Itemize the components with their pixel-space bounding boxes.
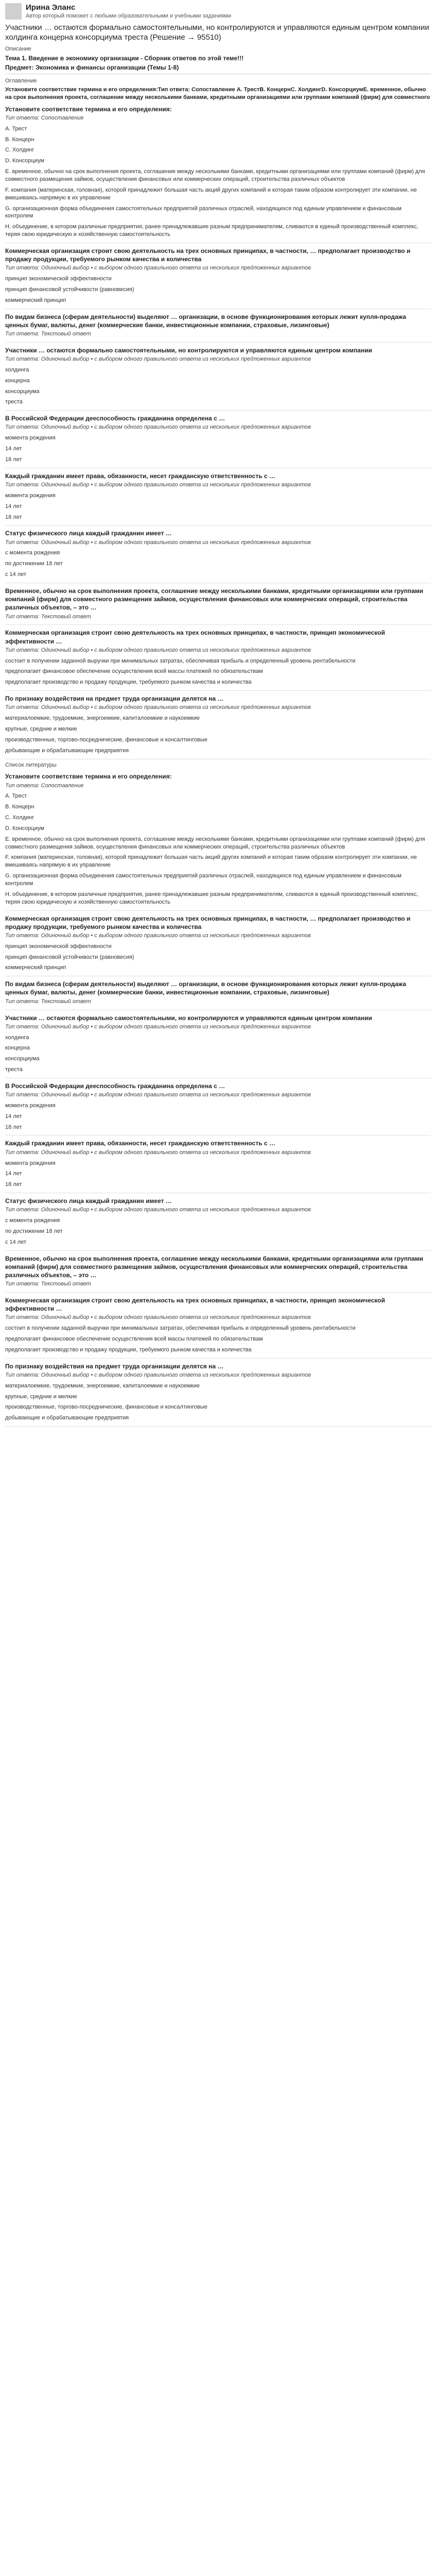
collection-title: Тема 1. Введение в экономику организации - Сборник ответов по этой теме!!! xyxy=(5,54,244,62)
answer-option: 18 лет xyxy=(5,1181,22,1188)
question-text: Статус физического лица каждый гражданин имеет … xyxy=(5,1197,172,1205)
answer-option: 18 лет xyxy=(5,514,22,520)
question-block xyxy=(5,1295,431,1359)
answer-option: крупные, средние и мелкие xyxy=(5,726,77,732)
answer-option: коммерческий принцип xyxy=(5,297,66,303)
question-block xyxy=(5,1138,431,1193)
answer-type: Тип ответа: Текстовый ответ xyxy=(5,998,91,1005)
question-block xyxy=(5,1253,431,1293)
toc-item[interactable]: Установите соответствие термина и его определения:Тип ответа: Сопоставление А. ТрестВ. КонцернС. ХолдингD. КонсорциумE. временное, обычно на срок выполнения проекта, соглашение между несколькими банками, кредитными организациями или группами компаний (фирм) для совместного xyxy=(5,87,430,100)
question-text: Временное, обычно на срок выполнения проекта, соглашение между несколькими банками, кредитными организациями или группами компаний (фирм) для совместного размещения займов, осуществления финансовых или коммерческих операций, строительства различных объектов, – это … xyxy=(5,587,424,612)
answer-option: C. Холдинг xyxy=(5,147,34,154)
answer-type: Тип ответа: Одиночный выбор • с выбором одного правильного ответа из нескольких предложенных вариантов xyxy=(5,647,311,653)
question-block xyxy=(5,1080,431,1136)
question-text: Коммерческая организация строит свою деятельность на трех основных принципах, в частности, принцип экономической эффективности … xyxy=(5,629,385,645)
author-name[interactable]: Ирина Эланс xyxy=(26,3,76,12)
answer-option: холдинга xyxy=(5,1034,29,1041)
answer-option: предполагает производство и продажу продукции, требуемого рынком качества и количества xyxy=(5,679,252,686)
answer-option: по достижении 18 лет xyxy=(5,561,63,567)
question-block xyxy=(5,1195,431,1251)
answer-option: холдинга xyxy=(5,366,29,373)
subject-line: Предмет: Экономика и финансы организации (Темы 1-8) xyxy=(5,64,179,72)
question-text: В Российской Федерации дееспособность гражданина определена с … xyxy=(5,1082,225,1090)
question-block xyxy=(5,1012,431,1078)
answer-option: предполагает финансовое обеспечение осуществления всей массы платежей по обязательствам xyxy=(5,1336,263,1343)
question-text: Коммерческая организация строит свою деятельность на трех основных принципах, в частности, … предполагает производство и продажу продукции, требуемого рынком качества и количества xyxy=(5,247,411,263)
answer-option: предполагает производство и продажу продукции, требуемого рынком качества и количества xyxy=(5,1346,252,1353)
answer-option: момента рождения xyxy=(5,492,56,499)
question-text: Коммерческая организация строит свою деятельность на трех основных принципах, в частности, … предполагает производство и продажу продукции, требуемого рынком качества и количества xyxy=(5,914,411,930)
answer-type: Тип ответа: Текстовый ответ xyxy=(5,1281,91,1287)
question-text: Статус физического лица каждый гражданин имеет … xyxy=(5,530,172,537)
author-header xyxy=(5,3,431,20)
answer-option: C. Холдинг xyxy=(5,815,34,821)
answer-option: консорциума xyxy=(5,388,40,395)
answer-option: G. организационная форма объединения самостоятельных предприятий различных отраслей, находящихся под единым управлением и финансовым контролем xyxy=(5,873,402,887)
answer-type: Тип ответа: Сопоставление xyxy=(5,114,84,121)
avatar[interactable] xyxy=(5,3,22,20)
answer-option: принцип финансовой устойчивости (равновесия) xyxy=(5,286,134,293)
answer-option: предполагает финансовое обеспечение осуществления всей массы платежей по обязательствам xyxy=(5,668,263,675)
answer-option: концерна xyxy=(5,1045,30,1052)
answer-option: по достижении 18 лет xyxy=(5,1228,63,1234)
answer-option: добывающие и обрабатывающие предприятия xyxy=(5,747,129,754)
answer-option: 14 лет xyxy=(5,446,22,452)
question-block xyxy=(5,245,431,309)
question-block xyxy=(5,585,431,625)
answer-option: консорциума xyxy=(5,1056,40,1062)
author-description: Автор который поможет с любыми образовательными и учебными заданиями xyxy=(26,13,232,19)
answer-option: с 14 лет xyxy=(5,1239,27,1245)
question-block xyxy=(5,913,431,977)
question-text: В Российской Федерации дееспособность гражданина определена с … xyxy=(5,415,225,422)
question-block xyxy=(5,978,431,1010)
question-text: Участники … остаются формально самостоятельными, но контролируются и управляются единым центром компании xyxy=(5,1014,372,1022)
answer-option: F. компания (материнская, головная), которой принадлежит большая часть акций других компаний и которая таким образом контролирует эти компании, не вмешиваясь напрямую в их управление xyxy=(5,854,417,869)
answer-option: треста xyxy=(5,1066,23,1073)
question-text: По видам бизнеса (сферам деятельности) выделяют … организации, в основе функционирования которых лежит купля-продажа ценных бумаг, валюты, денег (коммерческие банки, инвестиционные компании, страховые, лизинговые) xyxy=(5,980,406,996)
answer-option: материалоемкие, трудоемкие, энергоемкие, капиталоемкие и наукоемкие xyxy=(5,1382,200,1389)
question-block xyxy=(5,345,431,411)
question-text: Коммерческая организация строит свою деятельность на трех основных принципах, в частности, принцип экономической эффективности … xyxy=(5,1297,385,1313)
answer-option: добывающие и обрабатывающие предприятия xyxy=(5,1415,129,1421)
answer-option: принцип экономической эффективности xyxy=(5,943,112,950)
question-block xyxy=(5,693,431,759)
answer-option: с момента рождения xyxy=(5,550,60,556)
author-info xyxy=(26,3,231,20)
answer-option: G. организационная форма объединения самостоятельных предприятий различных отраслей, находящихся под единым управлением и финансовым контролем xyxy=(5,205,402,219)
answer-option: материалоемкие, трудоемкие, энергоемкие, капиталоемкие и наукоемкие xyxy=(5,715,200,722)
answer-option: A. Трест xyxy=(5,793,27,800)
question-list xyxy=(5,104,431,1427)
answer-option: треста xyxy=(5,399,23,405)
answer-option: A. Трест xyxy=(5,125,27,132)
answer-option: концерна xyxy=(5,377,30,384)
answer-option: производственные, торгово-посреднические, финансовые и консалтинговые xyxy=(5,1404,207,1411)
answer-type: Тип ответа: Одиночный выбор • с выбором одного правильного ответа из нескольких предложенных вариантов xyxy=(5,1149,311,1156)
answer-option: принцип экономической эффективности xyxy=(5,276,112,282)
answer-option: H. объединение, в котором различные предприятия, ранее принадлежавшие разным предпринимателям, сливаются в единый производственный комплекс, теряя свою юридическую и хозяйственную самостоятельность xyxy=(5,891,418,905)
answer-type: Тип ответа: Одиночный выбор • с выбором одного правильного ответа из нескольких предложенных вариантов xyxy=(5,1207,311,1213)
answer-option: принцип финансовой устойчивости (равновесия) xyxy=(5,954,134,960)
answer-type: Тип ответа: Одиночный выбор • с выбором одного правильного ответа из нескольких предложенных вариантов xyxy=(5,539,311,546)
table-of-contents xyxy=(5,86,431,101)
answer-option: B. Концерн xyxy=(5,804,34,810)
question-text: Участники … остаются формально самостоятельными, но контролируются и управляются единым центром компании xyxy=(5,346,372,354)
question-block xyxy=(5,311,431,343)
answer-type: Тип ответа: Одиночный выбор • с выбором одного правильного ответа из нескольких предложенных вариантов xyxy=(5,1023,311,1030)
answer-type: Тип ответа: Текстовый ответ xyxy=(5,613,91,620)
description-label: Описание xyxy=(5,46,31,52)
answer-option: 14 лет xyxy=(5,1171,22,1177)
answer-option: состоит в получении заданной выручки при минимальных затратах, обеспечивая прибыль и определенный уровень рентабельности xyxy=(5,657,356,664)
list-block xyxy=(5,761,431,769)
question-text: Каждый гражданин имеет права, обязанности, несет гражданскую ответственность с … xyxy=(5,472,275,480)
answer-option: F. компания (материнская, головная), которой принадлежит большая часть акций других компаний и которая таким образом контролирует эти компании, не вмешиваясь напрямую в их управление xyxy=(5,187,417,201)
answer-option: D. Консорциум xyxy=(5,825,44,832)
answer-option: 14 лет xyxy=(5,503,22,510)
answer-option: крупные, средние и мелкие xyxy=(5,1393,77,1400)
question-text: По видам бизнеса (сферам деятельности) выделяют … организации, в основе функционирования которых лежит купля-продажа ценных бумаг, валюты, денег (коммерческие банки, инвестиционные компании, страховые, лизинговые) xyxy=(5,313,406,329)
answer-type: Тип ответа: Текстовый ответ xyxy=(5,331,91,337)
question-block xyxy=(5,771,431,910)
answer-type: Тип ответа: Одиночный выбор • с выбором одного правильного ответа из нескольких предложенных вариантов xyxy=(5,265,311,272)
answer-type: Тип ответа: Одиночный выбор • с выбором одного правильного ответа из нескольких предложенных вариантов xyxy=(5,356,311,363)
answer-option: D. Консорциум xyxy=(5,158,44,164)
answer-option: 18 лет xyxy=(5,456,22,463)
answer-option: момента рождения xyxy=(5,1102,56,1109)
answer-type: Тип ответа: Одиночный выбор • с выбором одного правильного ответа из нескольких предложенных вариантов xyxy=(5,1314,311,1321)
question-text: По признаку воздействия на предмет труда организации делятся на … xyxy=(5,1362,224,1370)
question-block xyxy=(5,470,431,526)
answer-type: Тип ответа: Одиночный выбор • с выбором одного правильного ответа из нескольких предложенных вариантов xyxy=(5,932,311,939)
question-block xyxy=(5,104,431,243)
answer-type: Тип ответа: Одиночный выбор • с выбором одного правильного ответа из нескольких предложенных вариантов xyxy=(5,1092,311,1098)
question-text: Временное, обычно на срок выполнения проекта, соглашение между несколькими банками, кредитными организациями или группами компаний (фирм) для совместного размещения займов, осуществления финансовых или коммерческих операций, строительства различных объектов, – это … xyxy=(5,1255,424,1279)
question-text: По признаку воздействия на предмет труда организации делятся на … xyxy=(5,695,224,703)
answer-type: Тип ответа: Одиночный выбор • с выбором одного правильного ответа из нескольких предложенных вариантов xyxy=(5,424,311,431)
answer-type: Тип ответа: Одиночный выбор • с выбором одного правильного ответа из нескольких предложенных вариантов xyxy=(5,482,311,488)
document-title: Участники … остаются формально самостоятельными, но контролируются и управляются единым центром компании холдинга концерна консорциума треста (Решение → 95510) xyxy=(5,23,429,42)
answer-option: с 14 лет xyxy=(5,571,27,578)
question-text: Каждый гражданин имеет права, обязанности, несет гражданскую ответственность с … xyxy=(5,1140,275,1147)
answer-option: E. временное, обычно на срок выполнения проекта, соглашение между несколькими банками, кредитными организациями или группами компаний (фирм) для совместного размещения займов, осуществления финансовых или коммерческих операций, строительства различных объектов xyxy=(5,168,425,182)
answer-option: момента рождения xyxy=(5,435,56,442)
answer-option: H. объединение, в котором различные предприятия, ранее принадлежавшие разным предпринимателям, сливаются в единый производственный комплекс, теряя свою юридическую и хозяйственную самостоятельность xyxy=(5,224,418,238)
question-text: Установите соответствие термина и его определения: xyxy=(5,105,172,113)
answer-option: момента рождения xyxy=(5,1160,56,1166)
answer-option: 14 лет xyxy=(5,1113,22,1120)
question-block xyxy=(5,1361,431,1427)
question-text: Установите соответствие термина и его определения: xyxy=(5,773,172,781)
answer-option: коммерческий принцип xyxy=(5,964,66,971)
question-block xyxy=(5,528,431,583)
answer-type: Тип ответа: Одиночный выбор • с выбором одного правильного ответа из нескольких предложенных вариантов xyxy=(5,704,311,711)
answer-type: Тип ответа: Одиночный выбор • с выбором одного правильного ответа из нескольких предложенных вариантов xyxy=(5,1371,311,1378)
answer-option: состоит в получении заданной выручки при минимальных затратах, обеспечивая прибыль и определенный уровень рентабельности xyxy=(5,1325,356,1332)
answer-option: с момента рождения xyxy=(5,1217,60,1224)
answer-option: E. временное, обычно на срок выполнения проекта, соглашение между несколькими банками, кредитными организациями или группами компаний (фирм) для совместного размещения займов, осуществления финансовых или коммерческих операций, строительства различных объектов xyxy=(5,836,425,850)
answer-type: Тип ответа: Сопоставление xyxy=(5,782,84,789)
answer-option: B. Концерн xyxy=(5,136,34,143)
toc-label: Оглавление xyxy=(5,78,37,84)
answer-option: производственные, торгово-посреднические, финансовые и консалтинговые xyxy=(5,736,207,743)
question-block xyxy=(5,627,431,691)
list-item: Список литературы xyxy=(5,761,57,768)
question-block xyxy=(5,413,431,468)
answer-option: 18 лет xyxy=(5,1124,22,1130)
